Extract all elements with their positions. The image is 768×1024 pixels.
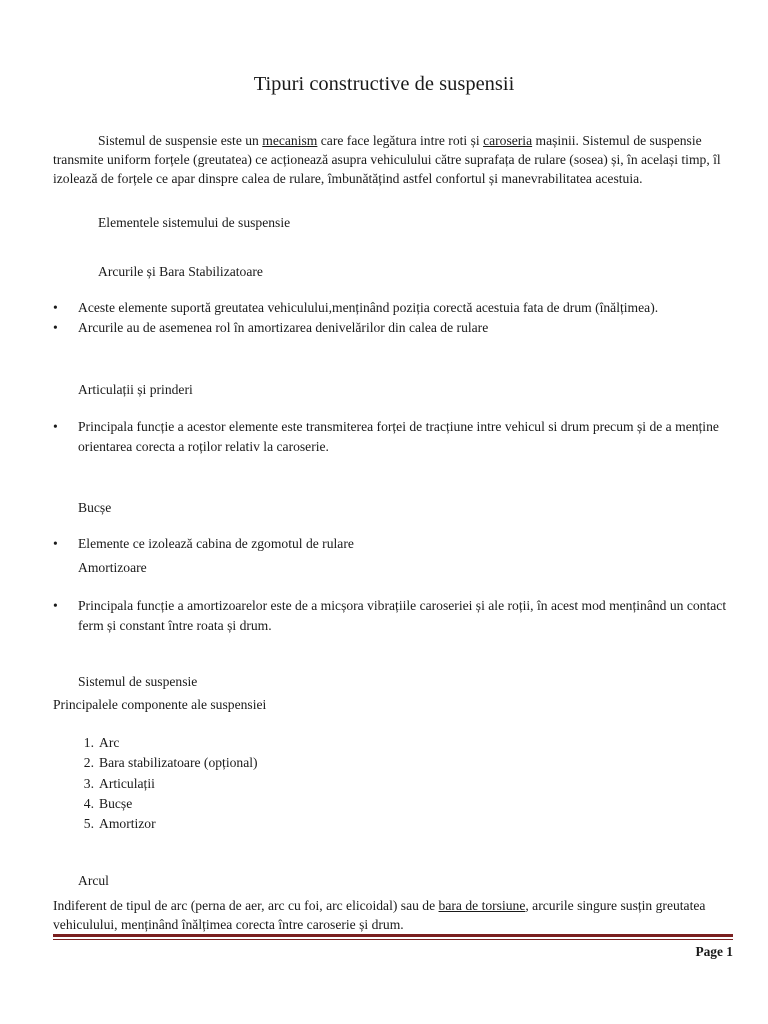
heading-dampers: Amortizoare <box>78 560 147 575</box>
list-label: Articulații <box>99 775 155 791</box>
list-number: 2. <box>83 755 94 771</box>
bullet-text: Arcurile au de asemenea rol în amortizarea denivelărilor din calea de rulare <box>78 320 489 335</box>
heading-elements: Elementele sistemului de suspensie <box>98 215 291 230</box>
heading-spring: Arcul <box>78 873 109 888</box>
document-title: Tipuri constructive de suspensii <box>253 73 515 95</box>
intro-paragraph <box>53 131 733 188</box>
list-label: Bara stabilizatoare (opțional) <box>99 755 258 771</box>
intro-text-2: care face legătura intre roti și <box>317 133 484 148</box>
bullet-icon: • <box>53 536 58 551</box>
list-label: Bucșe <box>99 795 133 811</box>
footer-divider <box>53 934 733 937</box>
bullet-icon: • <box>53 320 58 335</box>
spring-text-1: Indiferent de tipul de arc (perna de aer, arc cu foi, arc elicoidal) sau de <box>53 898 439 913</box>
bara-de-torsiune-link[interactable]: bara de torsiune <box>438 898 526 913</box>
footer-divider-thin <box>53 939 733 940</box>
list-number: 4. <box>83 795 94 811</box>
bullet-text: Elemente ce izolează cabina de zgomotul de rulare <box>78 536 354 551</box>
list-label: Arc <box>99 735 120 750</box>
heading-springs: Arcurile și Bara Stabilizatoare <box>98 264 263 279</box>
spring-text-2: , arcurile singure susțin greutatea vehiculului, menținând înălțimea corecta între caroserie și drum. <box>53 898 706 932</box>
heading-bushings: Bucșe <box>78 500 112 515</box>
list-number: 5. <box>83 816 94 832</box>
bullet-text: Aceste elemente suportă greutatea vehiculului,menținând poziția corectă acestuia fata de drum (înălțimea). <box>78 300 659 315</box>
heading-components: Principalele componente ale suspensiei <box>53 697 267 712</box>
list-label: Amortizor <box>99 816 156 832</box>
spring-paragraph <box>53 896 733 934</box>
bullet-icon: • <box>53 300 58 315</box>
list-number: 1. <box>83 735 94 750</box>
bullet-icon: • <box>53 598 58 613</box>
intro-text-3: mașinii. Sistemul de suspensie transmite uniform forțele (greutatea) ce acționează asupra vehiculului către suprafața de rulare (sosea) și, în același timp, îl izolează de forțele ce apar dinspre calea de rulare, îmbunătățind astfel confortul și manevrabilitatea acestuia. <box>53 133 721 186</box>
mecanism-link[interactable]: mecanism <box>262 133 318 148</box>
caroseria-link[interactable]: caroseria <box>483 133 533 148</box>
bullet-text: Principala funcție a amortizoarelor este de a micșora vibrațiile caroseriei și ale roții, în acest mod menținând un contact ferm și constant între roata și drum. <box>78 598 727 633</box>
list-number: 3. <box>83 775 94 791</box>
bullet-text: Principala funcție a acestor elemente este transmiterea forței de tracțiune intre vehicul si drum precum și de a menține orientarea corecta a roților relativ la caroserie. <box>78 419 719 454</box>
heading-system: Sistemul de suspensie <box>78 674 198 689</box>
page-number: Page 1 <box>695 944 733 959</box>
intro-text-1: Sistemul de suspensie este un <box>98 133 263 148</box>
heading-joints: Articulații și prinderi <box>78 382 193 397</box>
bullet-icon: • <box>53 419 58 434</box>
